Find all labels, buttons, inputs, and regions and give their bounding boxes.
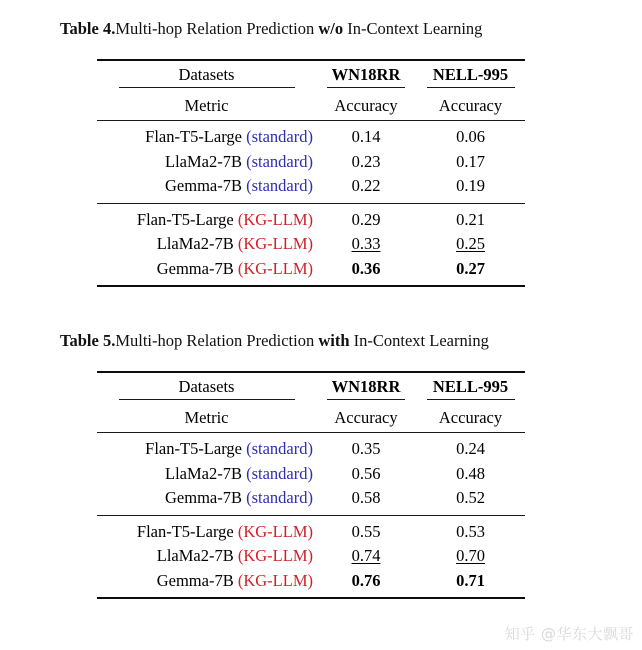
tag-kgllm: (KG-LLM) xyxy=(237,570,313,590)
table-row xyxy=(97,204,525,233)
table-4-cell-nell995: 0.19 xyxy=(456,176,485,195)
tag-standard: (standard) xyxy=(246,488,313,507)
table-4-row-model: Flan-T5-Large (KG-LLM) xyxy=(136,209,313,229)
table-4-subheader-accuracy-nell995: Accuracy xyxy=(438,95,503,115)
tag-kgllm: (KG-LLM) xyxy=(237,521,313,541)
table-4-row-model: Flan-T5-Large (standard) xyxy=(145,127,313,146)
tag-standard: (standard) xyxy=(246,176,313,195)
table-5-row-model: Flan-T5-Large (standard) xyxy=(145,439,313,458)
table-5-cell-nell995: 0.71 xyxy=(456,570,485,590)
table-row xyxy=(97,232,525,257)
table-4-cell-wn18rr: 0.14 xyxy=(351,127,381,146)
table-row xyxy=(97,433,525,462)
table-4-caption-text-after: In-Context Learning xyxy=(343,19,483,38)
table-5-header-row xyxy=(97,373,525,404)
table-5-cell-nell995: 0.52 xyxy=(456,488,485,507)
table-5-caption-emphasis: with xyxy=(318,331,350,350)
tag-standard: (standard) xyxy=(246,127,313,146)
table-4-caption-emphasis: w/o xyxy=(318,19,344,38)
tag-kgllm: (KG-LLM) xyxy=(237,234,313,253)
tag-kgllm: (KG-LLM) xyxy=(237,258,313,278)
table-row xyxy=(97,121,525,150)
table-row xyxy=(97,462,525,487)
table-row xyxy=(97,486,525,515)
table-4-row-model: Gemma-7B (KG-LLM) xyxy=(156,258,313,278)
table-5-subheader-metric: Metric xyxy=(184,407,229,427)
table-4-subheader-metric: Metric xyxy=(184,95,229,115)
table-4-subheader-accuracy-wn18rr: Accuracy xyxy=(334,95,398,115)
tag-kgllm: (KG-LLM) xyxy=(237,546,313,565)
table-5-caption xyxy=(60,332,489,350)
tag-standard: (standard) xyxy=(246,463,313,483)
table-4-caption-text-before: Multi-hop Relation Prediction xyxy=(115,19,319,38)
tag-standard: (standard) xyxy=(246,439,313,458)
table-4-cell-nell995: 0.17 xyxy=(456,151,485,171)
table-4-cell-nell995: 0.06 xyxy=(456,127,485,146)
table-4-group-standard xyxy=(97,121,525,203)
table-5-cell-wn18rr: 0.74 xyxy=(351,546,381,565)
table-4-cell-nell995: 0.27 xyxy=(456,258,485,278)
table-row xyxy=(97,544,525,569)
table-row xyxy=(97,257,525,286)
table-4-cell-nell995: 0.21 xyxy=(456,209,485,229)
table-5-row-model: LlaMa2-7B (KG-LLM) xyxy=(156,546,313,565)
table-5-cell-wn18rr: 0.55 xyxy=(351,521,381,541)
table-4-cell-wn18rr: 0.33 xyxy=(351,234,381,253)
table-5-cell-wn18rr: 0.76 xyxy=(351,570,381,590)
table-5-row-model: Gemma-7B (KG-LLM) xyxy=(156,570,313,590)
table-4-caption xyxy=(60,20,482,38)
table-5-row-model: Gemma-7B (standard) xyxy=(165,488,313,507)
table-4-cell-wn18rr: 0.22 xyxy=(351,176,381,195)
table-4-group-kgllm xyxy=(97,204,525,286)
table-row xyxy=(97,150,525,175)
table-5-cell-wn18rr: 0.56 xyxy=(351,463,381,483)
table-5-cell-nell995: 0.48 xyxy=(456,463,485,483)
table-row xyxy=(97,516,525,545)
table-4-grid xyxy=(97,61,525,120)
table-5-row-model: LlaMa2-7B (standard) xyxy=(165,463,313,483)
table-4-number: Table 4. xyxy=(60,19,116,38)
table-5-cell-wn18rr: 0.58 xyxy=(351,488,381,507)
table-4-header-datasets: Datasets xyxy=(97,61,316,92)
table-5-header-wn18rr: WN18RR xyxy=(316,373,416,404)
table-5-row-model: Flan-T5-Large (KG-LLM) xyxy=(136,521,313,541)
table-4-header-nell995: NELL-995 xyxy=(416,61,525,92)
table-5-header-datasets: Datasets xyxy=(97,373,316,404)
zhihu-watermark: 知乎 @华东大飘哥 xyxy=(504,625,634,643)
table-4-subheader-row xyxy=(97,92,525,121)
table-4-cell-wn18rr: 0.36 xyxy=(351,258,381,278)
table-5-cell-nell995: 0.53 xyxy=(456,521,485,541)
table-4-header-wn18rr: WN18RR xyxy=(316,61,416,92)
table-5-cell-wn18rr: 0.35 xyxy=(351,439,381,458)
table-4 xyxy=(97,59,525,287)
table-4-bottom-rule xyxy=(97,285,525,287)
table-5-cell-nell995: 0.24 xyxy=(456,439,485,458)
table-4-header-row xyxy=(97,61,525,92)
table-5-number: Table 5. xyxy=(60,331,116,350)
table-5-header-nell995: NELL-995 xyxy=(416,373,525,404)
table-4-cell-wn18rr: 0.23 xyxy=(351,151,381,171)
table-5-caption-text-after: In-Context Learning xyxy=(349,331,489,350)
table-5-subheader-row xyxy=(97,404,525,433)
table-5-group-kgllm xyxy=(97,516,525,598)
table-row xyxy=(97,174,525,203)
table-5-bottom-rule xyxy=(97,597,525,599)
table-5-subheader-accuracy-nell995: Accuracy xyxy=(438,407,503,427)
table-5-grid xyxy=(97,373,525,432)
table-4-row-model: LlaMa2-7B (standard) xyxy=(165,151,313,171)
tag-standard: (standard) xyxy=(246,151,313,171)
table-4-cell-nell995: 0.25 xyxy=(456,234,485,253)
table-5-cell-nell995: 0.70 xyxy=(456,546,485,565)
table-5-group-standard xyxy=(97,433,525,515)
tag-kgllm: (KG-LLM) xyxy=(237,209,313,229)
table-4-cell-wn18rr: 0.29 xyxy=(351,209,381,229)
table-4-row-model: LlaMa2-7B (KG-LLM) xyxy=(156,234,313,253)
table-row xyxy=(97,569,525,598)
table-5 xyxy=(97,371,525,599)
table-4-row-model: Gemma-7B (standard) xyxy=(165,176,313,195)
table-5-subheader-accuracy-wn18rr: Accuracy xyxy=(334,407,398,427)
table-5-caption-text-before: Multi-hop Relation Prediction xyxy=(115,331,319,350)
